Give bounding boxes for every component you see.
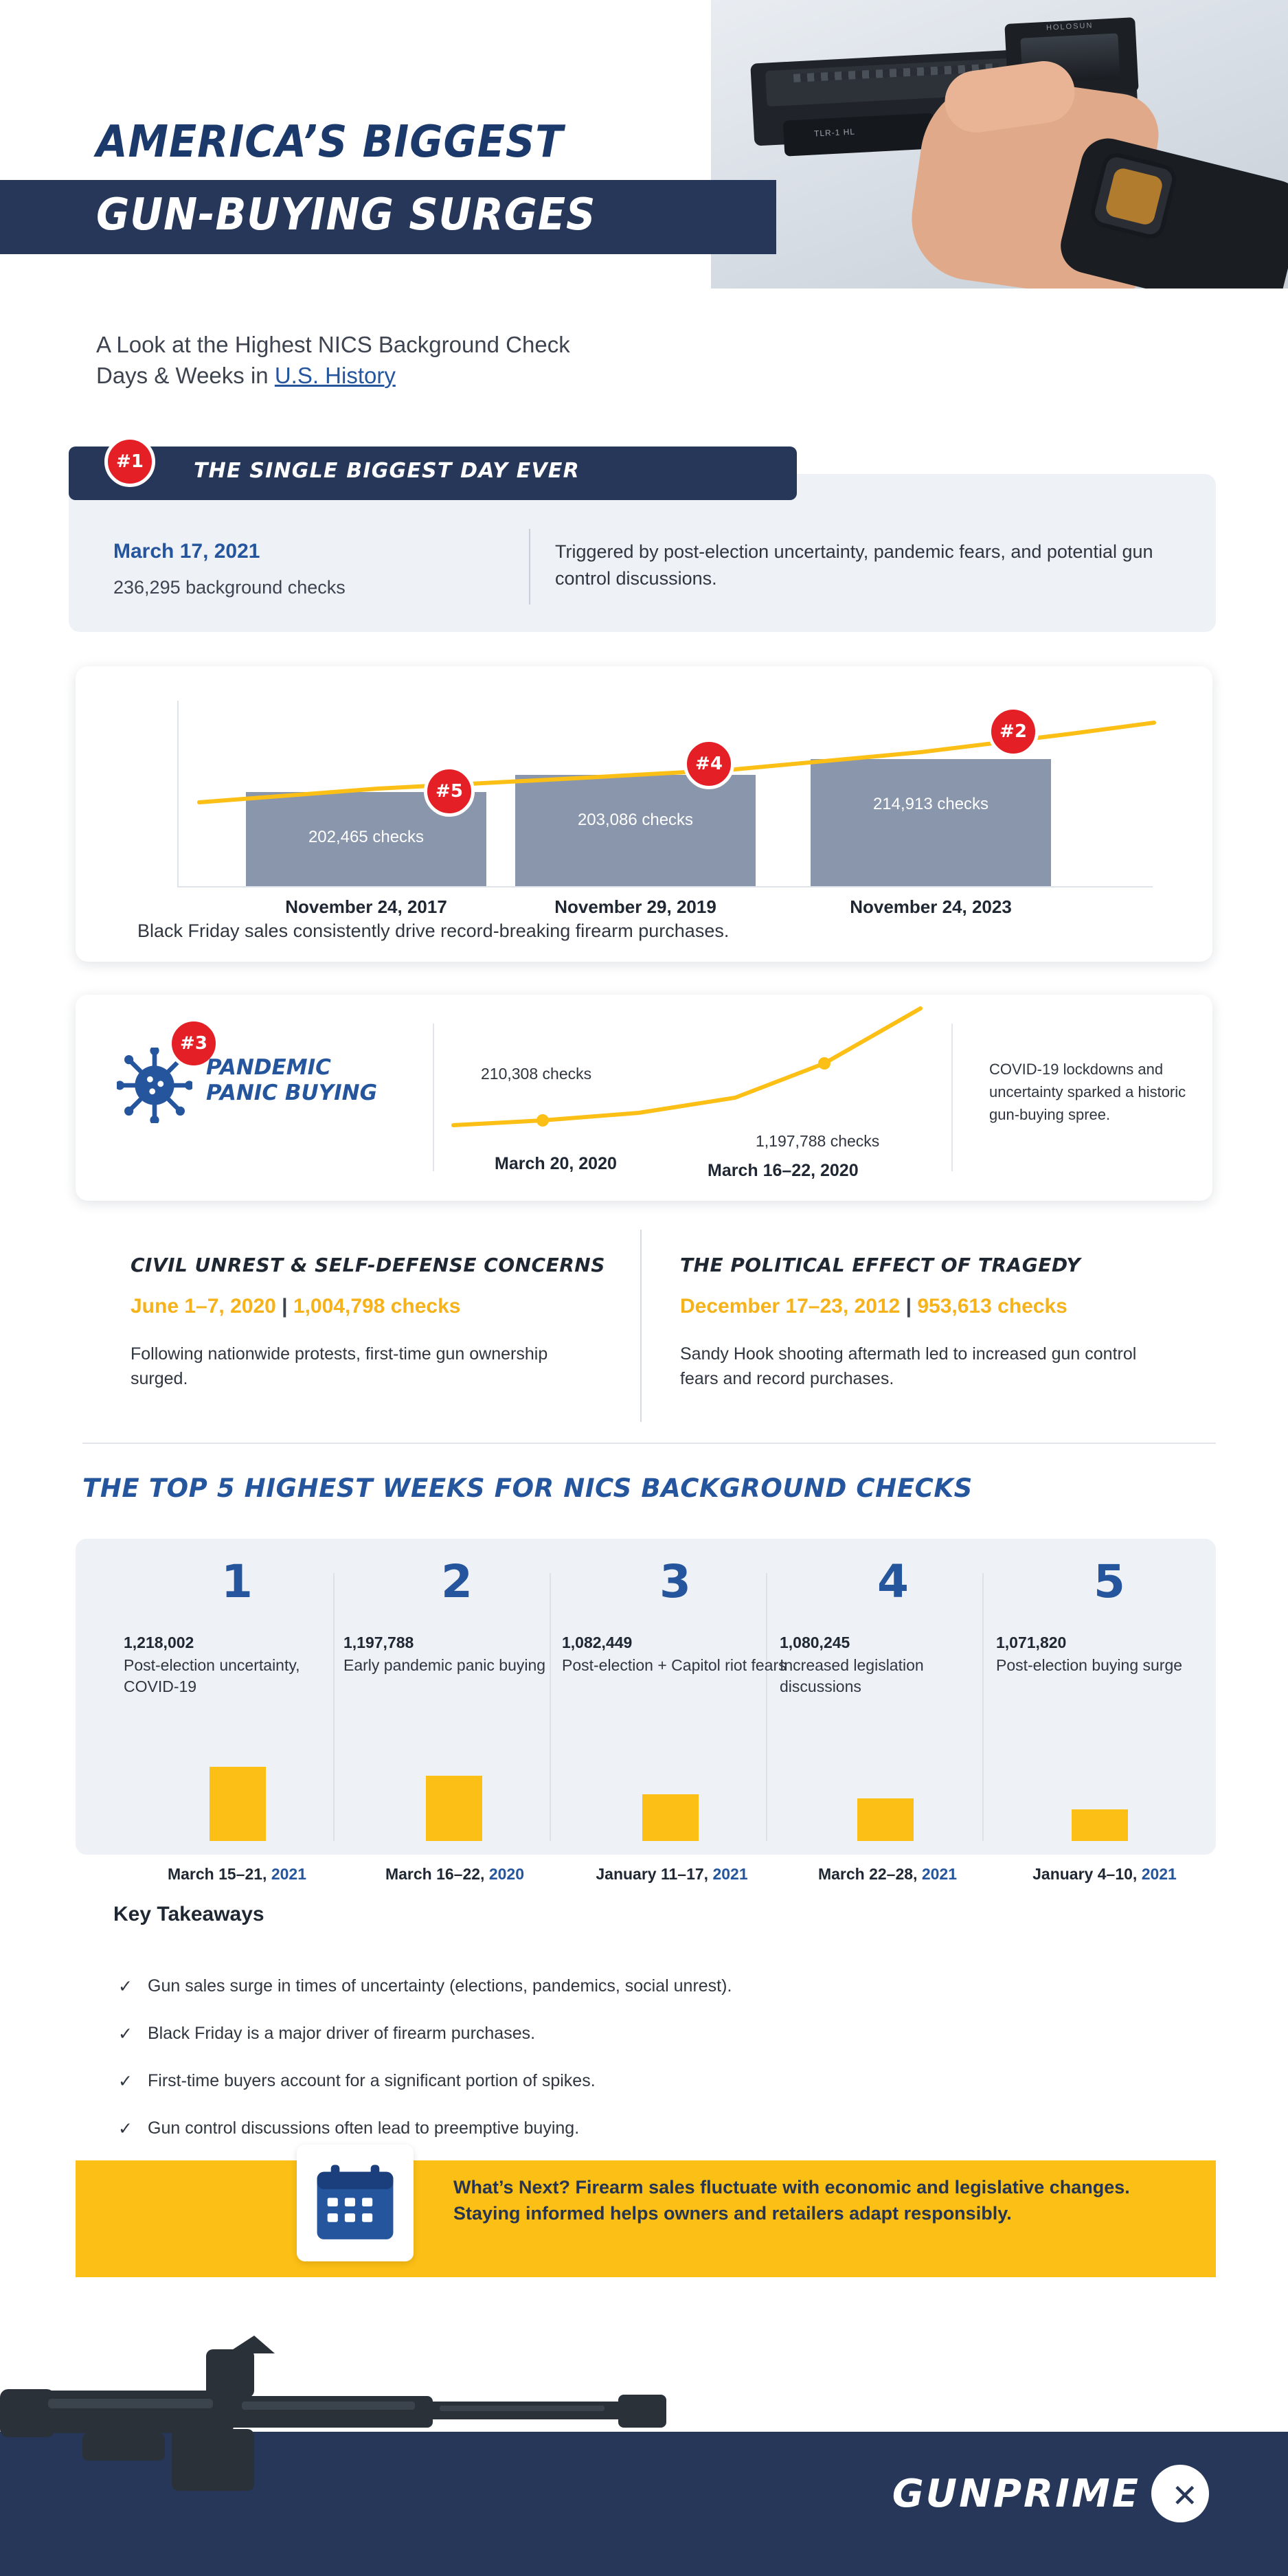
black-friday-bar-2019-value: 203,086 checks [577, 811, 694, 829]
key-takeaway-4: Gun control discussions often lead to preemptive buying. [148, 2119, 580, 2138]
pandemic-point1-date: March 20, 2020 [495, 1154, 617, 1173]
top5-item-3 [562, 1555, 789, 1676]
top5-desc-4: Increased legislation discussions [780, 1656, 924, 1696]
top5-date-3-main: January 11–17, [596, 1865, 713, 1883]
weapon-light [783, 113, 936, 156]
civil-unrest-stat-value: 1,004,798 checks [293, 1295, 461, 1318]
top5-rank-5: 5 [1094, 1555, 1125, 1608]
top5-date-1 [120, 1865, 354, 1884]
key-takeaway-3: First-time buyers account for a significant portion of spikes. [148, 2071, 596, 2090]
two-column-divider [640, 1230, 642, 1422]
rifle-illustration [0, 2308, 859, 2535]
brand-logo-text: GUNPRIME [892, 2472, 1140, 2516]
pandemic-title-line2: PANIC BUYING [206, 1081, 378, 1106]
civil-unrest-stat-sep: | [275, 1295, 293, 1318]
rank-badge-3: #3 [168, 1018, 219, 1069]
civil-unrest-stat-date: June 1–7, 2020 [131, 1295, 276, 1318]
subtitle-line1: A Look at the Highest NICS Background Check [96, 332, 570, 357]
top5-date-5-main: January 4–10, [1032, 1865, 1142, 1883]
key-takeaways-title: Key Takeaways [113, 1903, 264, 1925]
top5-date-4-year: 2021 [921, 1865, 958, 1883]
top5-date-3-year: 2021 [712, 1865, 748, 1883]
black-friday-bar-2023-value: 214,913 checks [872, 795, 989, 813]
page-subtitle [96, 330, 838, 391]
political-tragedy-stat-value: 953,613 checks [917, 1295, 1067, 1318]
biggest-day-banner-label: THE SINGLE BIGGEST DAY EVER [194, 459, 580, 483]
top5-number-2: 1,197,788 [343, 1634, 414, 1651]
pandemic-title-line1: PANDEMIC [206, 1055, 331, 1080]
black-friday-bar-2017-value: 202,465 checks [308, 828, 425, 846]
calendar-icon [297, 2145, 414, 2261]
subtitle-link[interactable]: U.S. History [274, 362, 396, 388]
civil-unrest-body: Following nationwide protests, first-time gun ownership surged. [131, 1344, 548, 1389]
top5-bar-3 [642, 1794, 699, 1841]
top5-date-5 [988, 1865, 1221, 1884]
top5-date-2 [338, 1865, 572, 1884]
rank-badge-1: #1 [104, 436, 155, 487]
civil-unrest-heading: CIVIL UNREST & SELF-DEFENSE CONCERNS [131, 1254, 605, 1276]
cta-icon-box [297, 2145, 414, 2261]
subtitle-line2: Days & Weeks in [96, 362, 275, 388]
top5-date-4-main: March 22–28, [817, 1865, 922, 1883]
political-tragedy-stat [680, 1295, 1067, 1318]
brand-logo-x: ✕ [1171, 2477, 1198, 2514]
check-icon-4: ✓ [118, 2119, 133, 2138]
biggest-day-description: Triggered by post-election uncertainty, pandemic fears, and potential gun control discussions. [555, 541, 1153, 589]
top5-date-1-main: March 15–21, [167, 1865, 271, 1883]
top5-rank-3: 3 [659, 1555, 691, 1608]
top5-date-4 [771, 1865, 1004, 1884]
political-tragedy-stat-sep: | [900, 1295, 918, 1318]
optic-brand-label: HOLOSUN [1046, 21, 1094, 32]
top5-desc-3: Post-election + Capitol riot fears [562, 1656, 787, 1674]
pandemic-title [206, 1055, 385, 1106]
page-title-line2: GUN-BUYING SURGES [96, 190, 596, 240]
top5-date-1-year: 2021 [271, 1865, 307, 1883]
top5-desc-5: Post-election buying surge [996, 1656, 1183, 1674]
rank-badge-2: #2 [988, 706, 1039, 757]
key-takeaway-1: Gun sales surge in times of uncertainty (elections, pandemics, social unrest). [148, 1976, 732, 1996]
page-title-line1: AMERICA’S BIGGEST [96, 117, 564, 168]
check-icon-1: ✓ [118, 1977, 133, 1996]
top5-date-5-year: 2021 [1141, 1865, 1177, 1883]
black-friday-note: Black Friday sales consistently drive record-breaking firearm purchases. [137, 920, 730, 941]
top5-desc-1: Post-election uncertainty, COVID-19 [124, 1656, 300, 1696]
top5-bar-5 [1072, 1809, 1128, 1841]
pandemic-point2-value: 1,197,788 checks [756, 1132, 880, 1150]
jacket-sleeve [1055, 133, 1288, 289]
top5-item-4 [780, 1555, 1006, 1697]
hero-photo [711, 0, 1288, 289]
top5-bar-1 [210, 1767, 266, 1841]
section-divider [82, 1443, 1216, 1444]
cta-text: What’s Next? Firearm sales fluctuate with economic and legislative changes. Staying informed helps owners and retailers adapt responsibly. [453, 2177, 1130, 2224]
top5-item-5 [996, 1555, 1223, 1676]
political-tragedy-stat-date: December 17–23, 2012 [680, 1295, 901, 1318]
hero-section [0, 0, 1288, 316]
top5-number-5: 1,071,820 [996, 1634, 1067, 1651]
top5-number-4: 1,080,245 [780, 1634, 850, 1651]
top5-item-2 [343, 1555, 570, 1676]
rank-badge-5: #5 [424, 766, 475, 817]
top5-desc-2: Early pandemic panic buying [343, 1656, 546, 1674]
weapon-light-label: TLR-1 HL [813, 126, 856, 139]
black-friday-date-2019: November 29, 2019 [554, 896, 716, 917]
check-icon-2: ✓ [118, 2024, 133, 2044]
key-takeaway-2: Black Friday is a major driver of firearm purchases. [148, 2024, 536, 2043]
pandemic-divider-left [433, 1024, 434, 1171]
pandemic-point1-value: 210,308 checks [481, 1065, 592, 1083]
top5-number-1: 1,218,002 [124, 1634, 194, 1651]
top5-number-3: 1,082,449 [562, 1634, 633, 1651]
political-tragedy-body: Sandy Hook shooting aftermath led to increased gun control fears and record purchases. [680, 1344, 1137, 1389]
top5-rank-4: 4 [877, 1555, 909, 1608]
top5-date-2-year: 2020 [488, 1865, 525, 1883]
black-friday-date-2017: November 24, 2017 [285, 896, 447, 917]
pandemic-trend-line [440, 995, 962, 1173]
black-friday-date-2023: November 24, 2023 [850, 896, 1012, 917]
biggest-day-checks: 236,295 background checks [113, 577, 346, 598]
top5-bar-2 [426, 1776, 482, 1841]
top5-title: THE TOP 5 HIGHEST WEEKS FOR NICS BACKGROUND CHECKS [82, 1473, 973, 1503]
pandemic-description: COVID-19 lockdowns and uncertainty sparked a historic gun-buying spree. [989, 1061, 1186, 1123]
biggest-day-divider [529, 529, 530, 605]
biggest-day-date: March 17, 2021 [113, 540, 260, 563]
political-tragedy-heading: THE POLITICAL EFFECT OF TRAGEDY [680, 1254, 1081, 1276]
check-icon-3: ✓ [118, 2072, 133, 2091]
top5-date-3 [555, 1865, 789, 1884]
pandemic-point2-date: March 16–22, 2020 [708, 1161, 859, 1180]
top5-bar-4 [857, 1798, 914, 1841]
rank-badge-4: #4 [683, 738, 734, 789]
top5-date-2-main: March 16–22, [385, 1865, 489, 1883]
civil-unrest-stat [131, 1295, 460, 1318]
top5-rank-2: 2 [441, 1555, 473, 1608]
top5-item-1 [124, 1555, 350, 1697]
top5-rank-1: 1 [221, 1555, 253, 1608]
